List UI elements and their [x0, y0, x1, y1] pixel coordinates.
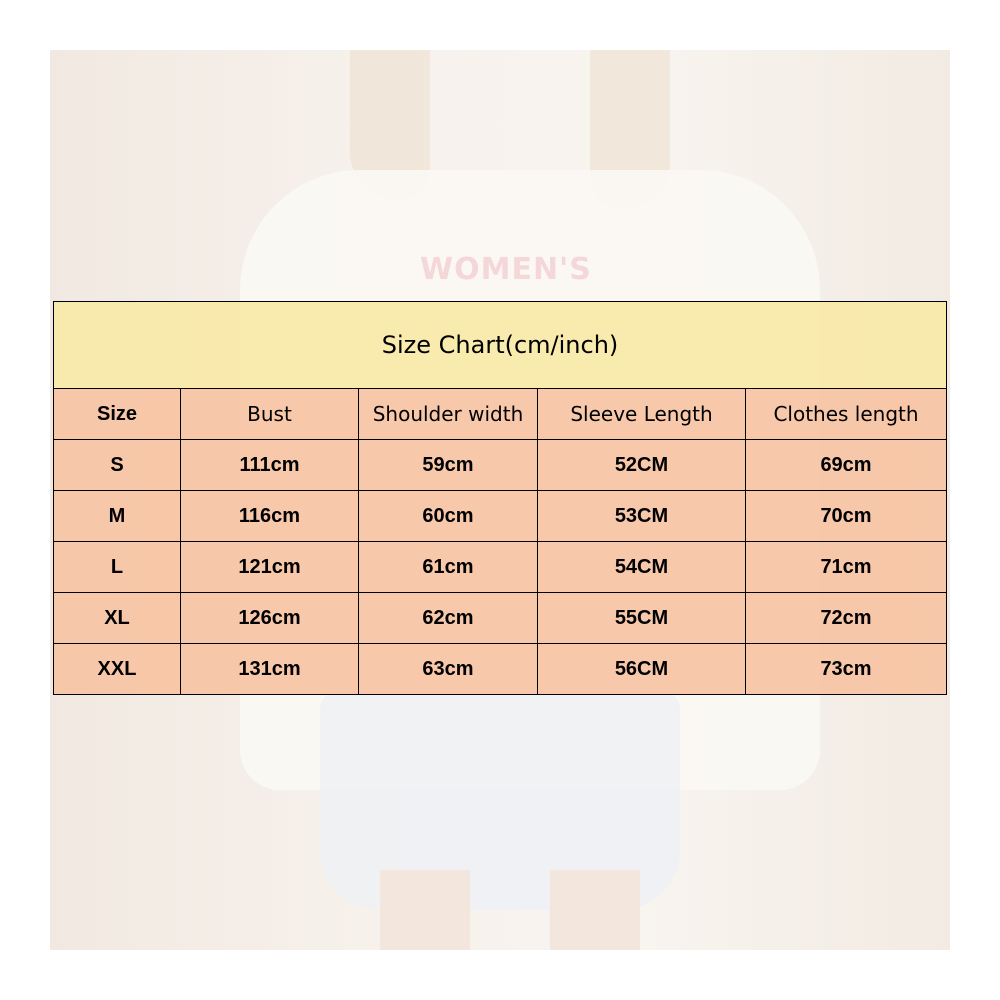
bust-cell: 126cm: [181, 593, 359, 644]
title-row: [54, 302, 947, 389]
bust-cell: 116cm: [181, 491, 359, 542]
shoulder-width-cell: 62cm: [359, 593, 538, 644]
table-row: [54, 440, 947, 491]
shoulder-width-cell: 63cm: [359, 644, 538, 695]
background-shirt-print: WOMEN'S: [420, 252, 592, 287]
clothes-length-cell: 72cm: [746, 593, 947, 644]
sleeve-length-cell: 54CM: [538, 542, 746, 593]
bust-cell: 131cm: [181, 644, 359, 695]
sleeve-length-cell: 56CM: [538, 644, 746, 695]
size-cell: XXL: [54, 644, 181, 695]
clothes-length-cell: 69cm: [746, 440, 947, 491]
background-leg-left: [380, 870, 470, 950]
shoulder-width-cell: 61cm: [359, 542, 538, 593]
header-size: Size: [54, 389, 181, 440]
clothes-length-cell: 71cm: [746, 542, 947, 593]
table-row: [54, 491, 947, 542]
bust-cell: 121cm: [181, 542, 359, 593]
table-row: [54, 644, 947, 695]
header-row: [54, 389, 947, 440]
background-leg-right: [550, 870, 640, 950]
clothes-length-cell: 73cm: [746, 644, 947, 695]
sleeve-length-cell: 55CM: [538, 593, 746, 644]
shoulder-width-cell: 59cm: [359, 440, 538, 491]
size-cell: S: [54, 440, 181, 491]
header-sleeve-length: Sleeve Length: [538, 389, 746, 440]
table-row: [54, 542, 947, 593]
table-row: [54, 593, 947, 644]
size-cell: XL: [54, 593, 181, 644]
sleeve-length-cell: 53CM: [538, 491, 746, 542]
shoulder-width-cell: 60cm: [359, 491, 538, 542]
chart-title: Size Chart(cm/inch): [54, 302, 947, 389]
bust-cell: 111cm: [181, 440, 359, 491]
header-shoulder-width: Shoulder width: [359, 389, 538, 440]
header-clothes-length: Clothes length: [746, 389, 947, 440]
sleeve-length-cell: 52CM: [538, 440, 746, 491]
header-bust: Bust: [181, 389, 359, 440]
size-cell: M: [54, 491, 181, 542]
size-chart-table: [53, 301, 947, 695]
clothes-length-cell: 70cm: [746, 491, 947, 542]
size-cell: L: [54, 542, 181, 593]
